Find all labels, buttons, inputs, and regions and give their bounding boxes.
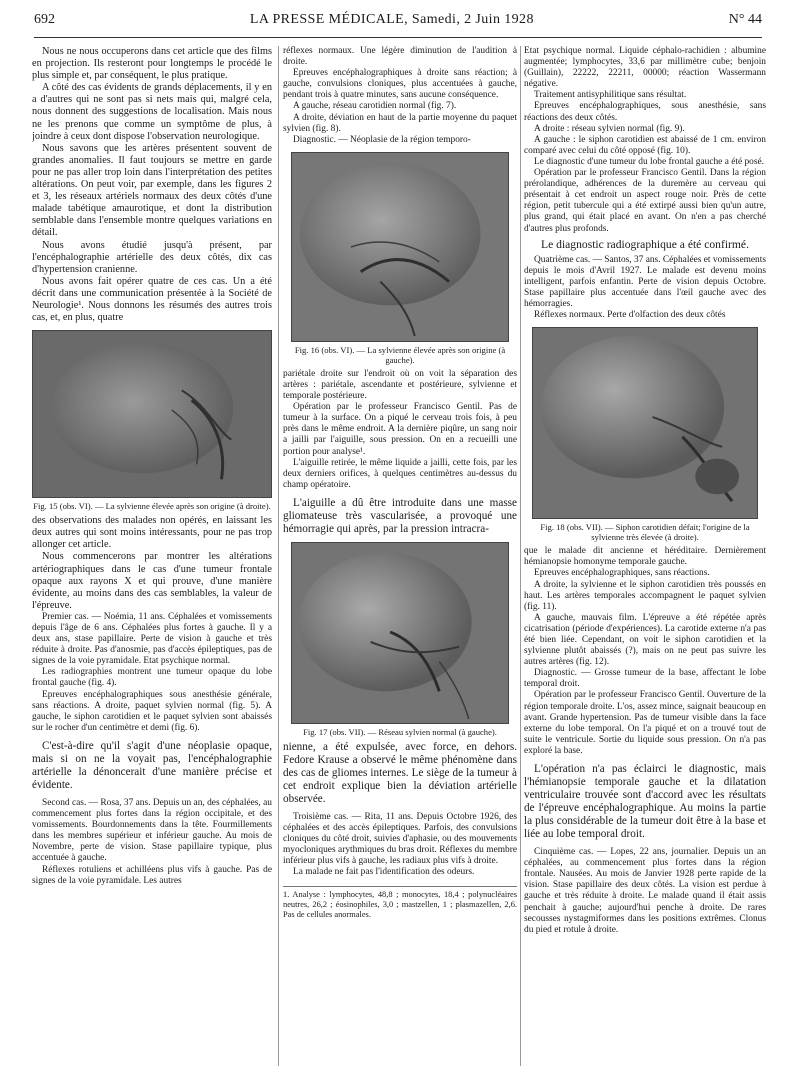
case-report: Troisième cas. — Rita, 11 ans. Depuis Octobre 1926, des céphalées et des accès épileptiques. Parfois, des convulsions cloniques du côté droit, suivies d'aphasie, ou des mouvements myocloniques arythmiques du bras droit. Réflexes du membre inférieur plus vifs à gauche, les radiaux plus vifs à droite. — [283, 811, 517, 867]
page-header — [34, 12, 762, 38]
column-divider — [278, 46, 279, 1066]
case-report: A gauche : le siphon carotidien est abaissé de 1 cm. environ comparé avec celui du côté opposé (fig. 10). — [524, 134, 766, 156]
case-report: Opération par le professeur Francisco Gentil. Ouverture de la région temporale droite. L'os, assez mince, saignait beaucoup en avant. Grande hypertension. Pas de tumeur visible dans la face externe du lobe temporal. On l'a piqué et on a trouvé tout de suite le ventricule. Sortie du liquide sous pression. On n'a pas exploré la base. — [524, 690, 766, 756]
figure-caption: Fig. 18 (obs. VII). — Siphon carotidien défait; l'origine de la sylvienne très élevée (à droite). — [540, 522, 750, 543]
xray-image-fig18 — [532, 327, 758, 519]
figure-caption: Fig. 15 (obs. VI). — La sylvienne élevée après son origine (à droite). — [33, 501, 271, 512]
paragraph: L'opération n'a pas éclairci le diagnostic, mais l'hémianopsie temporale gauche et la dilatation ventriculaire trouvée sont d'accord avec les résultats de l'épreuve encéphalographique. Au moins la partie la plus considérable de la tumeur doit être à la base et liée au lobe temporal droit. — [524, 763, 766, 841]
case-report: A droite : réseau sylvien normal (fig. 9). — [534, 123, 685, 134]
paragraph: des observations des malades non opérés, en laissant les deux autres qui sont moins intéressants, pour ne pas trop allonger cet article. — [32, 515, 272, 551]
journal-title: LA PRESSE MÉDICALE, Samedi, 2 Juin 1928 — [249, 12, 534, 27]
case-report: Cinquième cas. — Lopes, 22 ans, journalier. Depuis un an céphalées, au commencement plus fortes dans la région frontale. Nausées. Au mois de Janvier 1928 perte rapide de la vision. Stase papillaire des deux côtés. La vision est perdue à gauche et très réduite à droite. Le malade quand il était assis penchait à gauche; aujourd'hui penche à droite. De rares secousses nystagmiformes dans les positions extrêmes. Clonus du pied et rotule à droite. — [524, 847, 766, 935]
paragraph: Nous savons que les artères présentent souvent de grandes anomalies. Il faut toujours se mettre en garde pour ne pas aller trop loin dans l'interprétation des petites altérations. On peut voir, par exemple, dans les figures 2 et 3, les réseaux artériels normaux des deux côtés d'une malade tabétique amaurotique, et dont la distribution semblable dans l'ensemble montre quelques variations en détail. — [32, 142, 272, 239]
column-middle — [283, 46, 517, 1068]
case-report: A gauche, réseau carotidien normal (fig. 7). — [293, 101, 457, 112]
column-divider — [520, 46, 521, 1066]
case-report: Les radiographies montrent une tumeur opaque du lobe frontal gauche (fig. 4). — [32, 667, 272, 689]
case-report: Epreuves encéphalographiques, sans réactions. — [534, 568, 710, 579]
paragraph: Nous commencerons par montrer les altérations artériographiques dans le cas d'une tumeur frontale opaque aux rayons X et qui prouve, d'une manière évidente, au moins dans des cas semblables, la valeur de l'épreuve. — [32, 551, 272, 611]
xray-image-fig16 — [291, 152, 509, 342]
footnote: 1. Analyse : lymphocytes, 48,8 ; monocytes, 18,4 ; polynucléaires neutres, 26,2 ; éosinophiles, 3,0 ; mastzellen, 1 ; plasmazellen, 2,6. Pas de cellules anormales. — [283, 886, 517, 920]
page-number: 692 — [34, 12, 55, 27]
case-report: A droite, la sylvienne et le siphon carotidien très poussés en haut. Les artères temporales accompagnent le paquet sylvien (fig. 11). — [524, 579, 766, 612]
case-report: pariétale droite sur l'endroit où on voit la séparation des artères : pariétale, ascendante et postérieure, sylvienne et temporale postérieure. — [283, 368, 517, 402]
section-heading: Le diagnostic radiographique a été confirmé. — [541, 237, 749, 251]
xray-image-fig15 — [32, 330, 272, 498]
case-report: Opération par le professeur Francisco Gentil. Pas de tumeur à la surface. On a piqué le cerveau trois fois, à peu près dans le même endroit. A la dernière piqûre, un sang noir a jailli par l'aiguille, sous pression. On en a recueilli une portion pour analyse¹. — [283, 402, 517, 457]
figure-15 — [32, 330, 272, 511]
figure-caption: Fig. 17 (obs. VII). — Réseau sylvien normal (à gauche). — [303, 726, 497, 737]
case-report: Epreuves encéphalographiques, sous anesthésie, sans réactions des deux côtés. — [524, 101, 766, 123]
column-left — [32, 46, 272, 1068]
figure-16 — [283, 152, 517, 365]
case-report: Quatrième cas. — Santos, 37 ans. Céphalées et vomissements depuis le mois d'Avril 1927. Le malade est devenu moins intelligent, parfois enfantin. Perte de vision depuis Octobre. Stase papillaire plus accentuée dans l'œil gauche avec des hémorragies. — [524, 254, 766, 310]
case-report: Epreuves encéphalographiques à droite sans réaction; à gauche, convulsions cloniques, plus accentuées à gauche, pendant trois à quatre minutes, sans aucune conséquence. — [283, 68, 517, 101]
case-report: Le diagnostic d'une tumeur du lobe frontal gauche a été posé. — [534, 156, 764, 167]
case-report: Epreuves encéphalographiques sous anesthésie générale, sans réactions. A droite, paquet sylvien normal (fig. 5). A gauche, le siphon carotidien et le paquet sylvien sont abaissés sur le rocher d'un centimètre et demi (fig. 6). — [32, 689, 272, 733]
figure-caption: Fig. 16 (obs. VI). — La sylvienne élevée après son origine (à gauche). — [294, 344, 506, 365]
case-report: Etat psychique normal. Liquide céphalo-rachidien : albumine augmentée; lymphocytes, 33,6 par millimètre cube; benjoin (Guillain), 22222, 22211, 00000; réaction Wassermann négative. — [524, 46, 766, 90]
case-report: réflexes normaux. Une légère diminution de l'audition à droite. — [283, 46, 517, 68]
paragraph: nienne, a été expulsée, avec force, en dehors. Fedore Krause a observé le même phénomène dans des cas de gliomes internes. Le siège de la tumeur à cet endroit explique bien la déviation artérielle observée. — [283, 740, 517, 805]
paragraph: A côté des cas évidents de grands déplacements, il y en a d'autres qui ne sont pas si nets mais qui, malgré cela, nous donnent des suggestions de localisation. Mais nous ne les prenons que comme un symptôme de plus, à joindre à ceux dont dispose l'observation neurologique. — [32, 82, 272, 142]
figure-18 — [524, 327, 766, 542]
case-report: Réflexes rotuliens et achilléens plus vifs à gauche. Pas de signes de la voie pyramidale. Les autres — [32, 864, 272, 886]
case-report: que le malade dit ancienne et héréditaire. Dernièrement hémianopsie homonyme temporale gauche. — [524, 546, 766, 568]
case-report: A gauche, mauvais film. L'épreuve a été répétée après cicatrisation (période d'expériences). La carotide externe n'a pas été bien liée. Cependant, on voit le siphon carotidien et la sylvienne plutôt abaissés (?), mais on ne peut pas suivre les autres artères (fig. 12). — [524, 612, 766, 668]
case-report: La malade ne fait pas l'identification des odeurs. — [293, 867, 475, 878]
figure-17 — [283, 542, 517, 737]
case-report: Premier cas. — Noémia, 11 ans. Céphalées et vomissements depuis l'âge de 6 ans. Céphalées plus fortes à gauche. Il y a deux ans, stase papillaire. Perte de vision à gauche et très réduite à droite. Pas d'anosmie, pas d'accès épileptiques, pas de signes de la voie pyramidale. Etat psychique normal. — [32, 611, 272, 667]
case-report: Diagnostic. — Néoplasie de la région temporo- — [293, 134, 471, 145]
case-report: Traitement antisyphilitique sans résultat. — [534, 90, 687, 101]
paragraph: C'est-à-dire qu'il s'agit d'une néoplasie opaque, mais si on ne la voyait pas, l'encéphalographie artérielle la dénoncerait d'une manière précise et évidente. — [32, 739, 272, 791]
case-report: A droite, déviation en haut de la partie moyenne du paquet sylvien (fig. 8). — [283, 112, 517, 134]
case-report: Second cas. — Rosa, 37 ans. Depuis un an, des céphalées, au commencement plus fortes dans la région occipitale, et des vomissements. Bourdonnements dans la tête. Fourmillements dans les membres supérieur et inférieur gauche. Au mois de Novembre, perte de vision. Stase papillaire typique, plus accentuée à gauche. — [32, 797, 272, 864]
case-report: Réflexes normaux. Perte d'olfaction des deux côtés — [534, 310, 726, 321]
paragraph: Nous ne nous occuperons dans cet article que des films en projection. Ils resteront pour longtemps le procédé le plus simple et, par conséquent, le plus pratique. — [32, 46, 272, 82]
case-report: Diagnostic. — Grosse tumeur de la base, affectant le lobe temporal droit. — [524, 668, 766, 690]
paragraph: Nous avons fait opérer quatre de ces cas. Un a été décrit dans une communication présentée à la Société de Neurologie¹. Nous donnons les résumés des autres trois cas, et, en plus, quatre — [32, 275, 272, 324]
case-report: Opération par le professeur Francisco Gentil. Dans la région prérolandique, adhérences de la duremère au cerveau qui présentait à cet endroit un aspect rouge noir. Près de cette région, petit tubercule qui a été extirpé aussi bien qu'un autre, plus grand, qui était placé en avant. On n'en a pas cherché d'autres plus profonds. — [524, 168, 766, 234]
issue-number: N° 44 — [728, 12, 762, 27]
paragraph: L'aiguille a dû être introduite dans une masse gliomateuse très vascularisée, a provoqué une hémorragie qui après, par la pression intracra- — [283, 496, 517, 535]
column-right — [524, 46, 766, 1068]
xray-image-fig17 — [291, 542, 509, 724]
case-report: L'aiguille retirée, le même liquide a jailli, cette fois, par les deux derniers orifices, à quelques centimètres au-dessus du champ opératoire. — [283, 457, 517, 490]
paragraph: Nous avons étudié jusqu'à présent, par l'encéphalographie artérielle des deux côtés, dix cas d'hypertension cranienne. — [32, 239, 272, 275]
